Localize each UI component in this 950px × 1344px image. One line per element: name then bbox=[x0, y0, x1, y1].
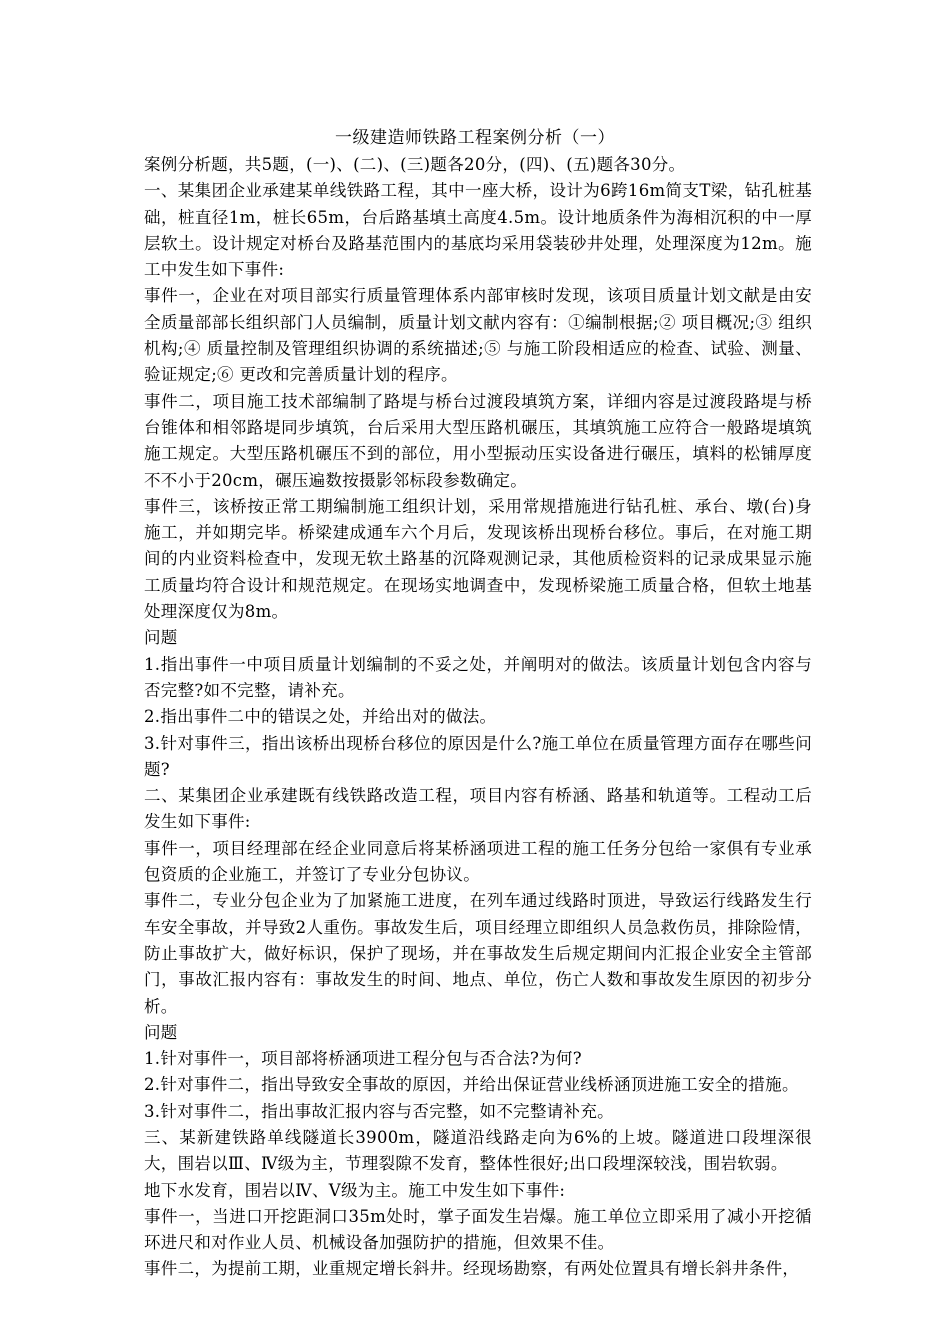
case-3-event-2: 事件二，为提前工期，业重规定增长斜井。经现场勘察，有两处位置具有增长斜井条件， bbox=[144, 1259, 800, 1279]
case-1-event-2: 事件二，项目施工技术部编制了路堤与桥台过渡段填筑方案，详细内容是过渡段路堤与桥台锥体和相邻路堤同步填筑，台后采用大型压路机碾压，其填筑施工应符合一般路堤填筑施工规定。大型压路机碾压不到的部位，用小型振动压实设备进行碾压，填料的松铺厚度不不小于20cm，碾压遍数按摄影邻标段参数确定。 bbox=[144, 391, 812, 490]
case-1-question-2: 2.指出事件二中的错误之处，并给出对的做法。 bbox=[144, 707, 497, 727]
exam-intro: 案例分析题，共5题，(一)、(二)、(三)题各20分，(四)、(五)题各30分。 bbox=[144, 155, 686, 174]
case-1-question-3: 3.针对事件三，指出该桥出现桥台移位的原因是什么?施工单位在质量管理方面存在哪些问题? bbox=[144, 733, 812, 779]
case-2-questions-heading: 问题 bbox=[144, 1022, 178, 1042]
case-3-event-1: 事件一，当进口开挖距洞口35m处时，掌子面发生岩爆。施工单位立即采用了减小开挖循环进尺和对作业人员、机械设备加强防护的措施，但效果不佳。 bbox=[144, 1206, 812, 1253]
case-2-intro: 二、某集团企业承建既有线铁路改造工程，项目内容有桥涵、路基和轨道等。工程动工后发生如下事件: bbox=[144, 786, 812, 832]
case-2-event-2: 事件二，专业分包企业为了加紧施工进度，在列车通过线路时顶进，导致运行线路发生行车安全事故，并导致2人重伤。事故发生后，项目经理立即组织人员急救伤员，排除险情，防止事故扩大，做好标识，保护了现场，并在事故发生后规定期间内汇报企业安全主管部门，事故汇报内容有：事故发生的时间、地点、单位，伤亡人数和事故发生原因的初步分析。 bbox=[144, 891, 812, 1016]
case-1-questions-heading: 问题 bbox=[144, 628, 178, 648]
document-title: 一级建造师铁路工程案例分析（一） bbox=[335, 128, 615, 148]
document-body bbox=[144, 152, 812, 1283]
case-1-question-1: 1.指出事件一中项目质量计划编制的不妥之处，并阐明对的做法。该质量计划包含内容与否完整?如不完整，请补充。 bbox=[144, 654, 812, 700]
case-1-event-1: 事件一，企业在对项目部实行质量管理体系内部审核时发现，该项目质量计划文献是由安全质量部部长组织部门人员编制，质量计划文献内容有：①编制根据;② 项目概况;③ 组织机构;④ 质量控制及管理组织协调的系统描述;⑤ 与施工阶段相适应的检查、试验、测量、验证规定;⑥ 更改和完善质量计划的程序。 bbox=[144, 286, 812, 385]
case-3-intro: 三、某新建铁路单线隧道长3900m，隧道沿线路走向为6%的上坡。隧道进口段埋深很大，围岩以Ⅲ、Ⅳ级为主，节理裂隙不发育，整体性很好;出口段埋深较浅，围岩软弱。 bbox=[144, 1127, 812, 1174]
case-2-question-2: 2.针对事件二，指出导致安全事故的原因，并给出保证营业线桥涵顶进施工安全的措施。 bbox=[144, 1075, 799, 1095]
case-3-intro-continued: 地下水发育，围岩以Ⅳ、Ⅴ级为主。施工中发生如下事件: bbox=[144, 1180, 566, 1200]
case-2-event-1: 事件一，项目经理部在经企业同意后将某桥涵项进工程的施工任务分包给一家俱有专业承包资质的企业施工，并签订了专业分包协议。 bbox=[144, 838, 812, 885]
case-2-question-1: 1.针对事件一，项目部将桥涵项进工程分包与否合法?为何? bbox=[144, 1049, 582, 1069]
case-1-event-3: 事件三，该桥按正常工期编制施工组织计划，采用常规措施进行钻孔桩、承台、墩(台)身施工，并如期完毕。桥梁建成通车六个月后，发现该桥出现桥台移位。事后，在对施工期间的内业资料检查中，发现无软土路基的沉降观测记录，其他质检资料的记录成果显示施工质量均符合设计和规范规定。在现场实地调查中，发现桥梁施工质量合格，但软土地基处理深度仅为8m。 bbox=[144, 496, 812, 622]
case-2-question-3: 3.针对事件二，指出事故汇报内容与否完整，如不完整请补充。 bbox=[144, 1101, 614, 1121]
case-1-intro: 一、某集团企业承建某单线铁路工程，其中一座大桥，设计为6跨16m简支T梁，钻孔桩基础，桩直径1m，桩长65m，台后路基填土高度4.5m。设计地质条件为海相沉积的中一厚层软土。设计规定对桥台及路基范围内的基底均采用袋装砂井处理，处理深度为12m。施工中发生如下事件: bbox=[144, 181, 812, 280]
